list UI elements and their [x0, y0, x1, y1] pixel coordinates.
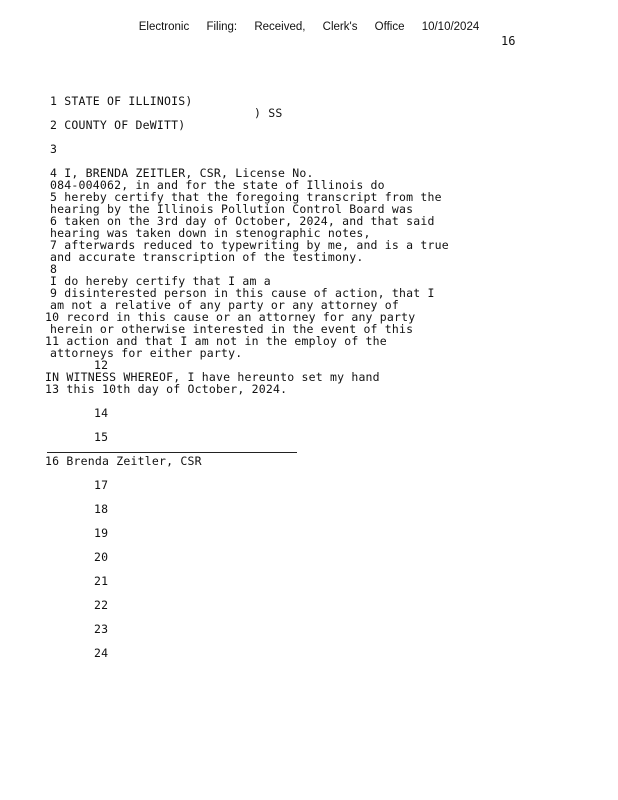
transcript-line: 4 I, BRENDA ZEITLER, CSR, License No. [50, 166, 314, 180]
transcript-line: 16 Brenda Zeitler, CSR [45, 454, 202, 468]
transcript-line: 17 [94, 478, 109, 492]
header-part: Office [374, 21, 405, 33]
transcript-line: 18 [94, 502, 109, 516]
transcript-line: 5 hereby certify that the foregoing transcript from the [50, 190, 442, 204]
header-part: 10/10/2024 [421, 21, 480, 33]
transcript-line: 24 [94, 646, 109, 660]
transcript-line: 20 [94, 550, 109, 564]
transcript-line: hearing by the Illinois Pollution Control Board was [50, 202, 414, 216]
transcript-line: am not a relative of any party or any attorney of [50, 298, 400, 312]
transcript-line: hearing was taken down in stenographic notes, [50, 226, 371, 240]
header-part: Received, [254, 21, 306, 33]
transcript-line: 2 COUNTY OF DeWITT) [50, 118, 186, 132]
transcript-line: 12 [94, 358, 109, 372]
transcript-line: 19 [94, 526, 109, 540]
transcript-line: and accurate transcription of the testimony. [50, 250, 364, 264]
transcript-line: 13 this 10th day of October, 2024. [45, 382, 288, 396]
transcript-line: I do hereby certify that I am a [50, 274, 271, 288]
transcript-line: IN WITNESS WHEREOF, I have hereunto set my hand [45, 370, 380, 384]
header-part: Electronic [138, 21, 190, 33]
transcript-line: 21 [94, 574, 109, 588]
transcript-line: herein or otherwise interested in the event of this [50, 322, 414, 336]
transcript-line: 8 [50, 262, 58, 276]
transcript-line: 1 STATE OF ILLINOIS) [50, 94, 193, 108]
transcript-line: 7 afterwards reduced to typewriting by me, and is a true [50, 238, 449, 252]
header-part: Clerk's [322, 21, 358, 33]
filing-header [0, 21, 618, 33]
transcript-line: 14 [94, 406, 109, 420]
transcript-line: attorneys for either party. [50, 346, 243, 360]
transcript-line: 23 [94, 622, 109, 636]
transcript-line: ) SS [254, 106, 283, 120]
transcript-line: 6 taken on the 3rd day of October, 2024, and that said [50, 214, 435, 228]
transcript-line: 11 action and that I am not in the employ of the [45, 334, 387, 348]
transcript-line: 15 [94, 430, 109, 444]
transcript-line: 084-004062, in and for the state of Illinois do [50, 178, 385, 192]
signature-rule [47, 452, 297, 453]
transcript-line: 22 [94, 598, 109, 612]
transcript-line: 10 record in this cause or an attorney for any party [45, 310, 416, 324]
transcript-line: 9 disinterested person in this cause of action, that I [50, 286, 435, 300]
transcript-line: 3 [50, 142, 58, 156]
page-number: 16 [501, 34, 516, 48]
header-part: Filing: [206, 21, 238, 33]
